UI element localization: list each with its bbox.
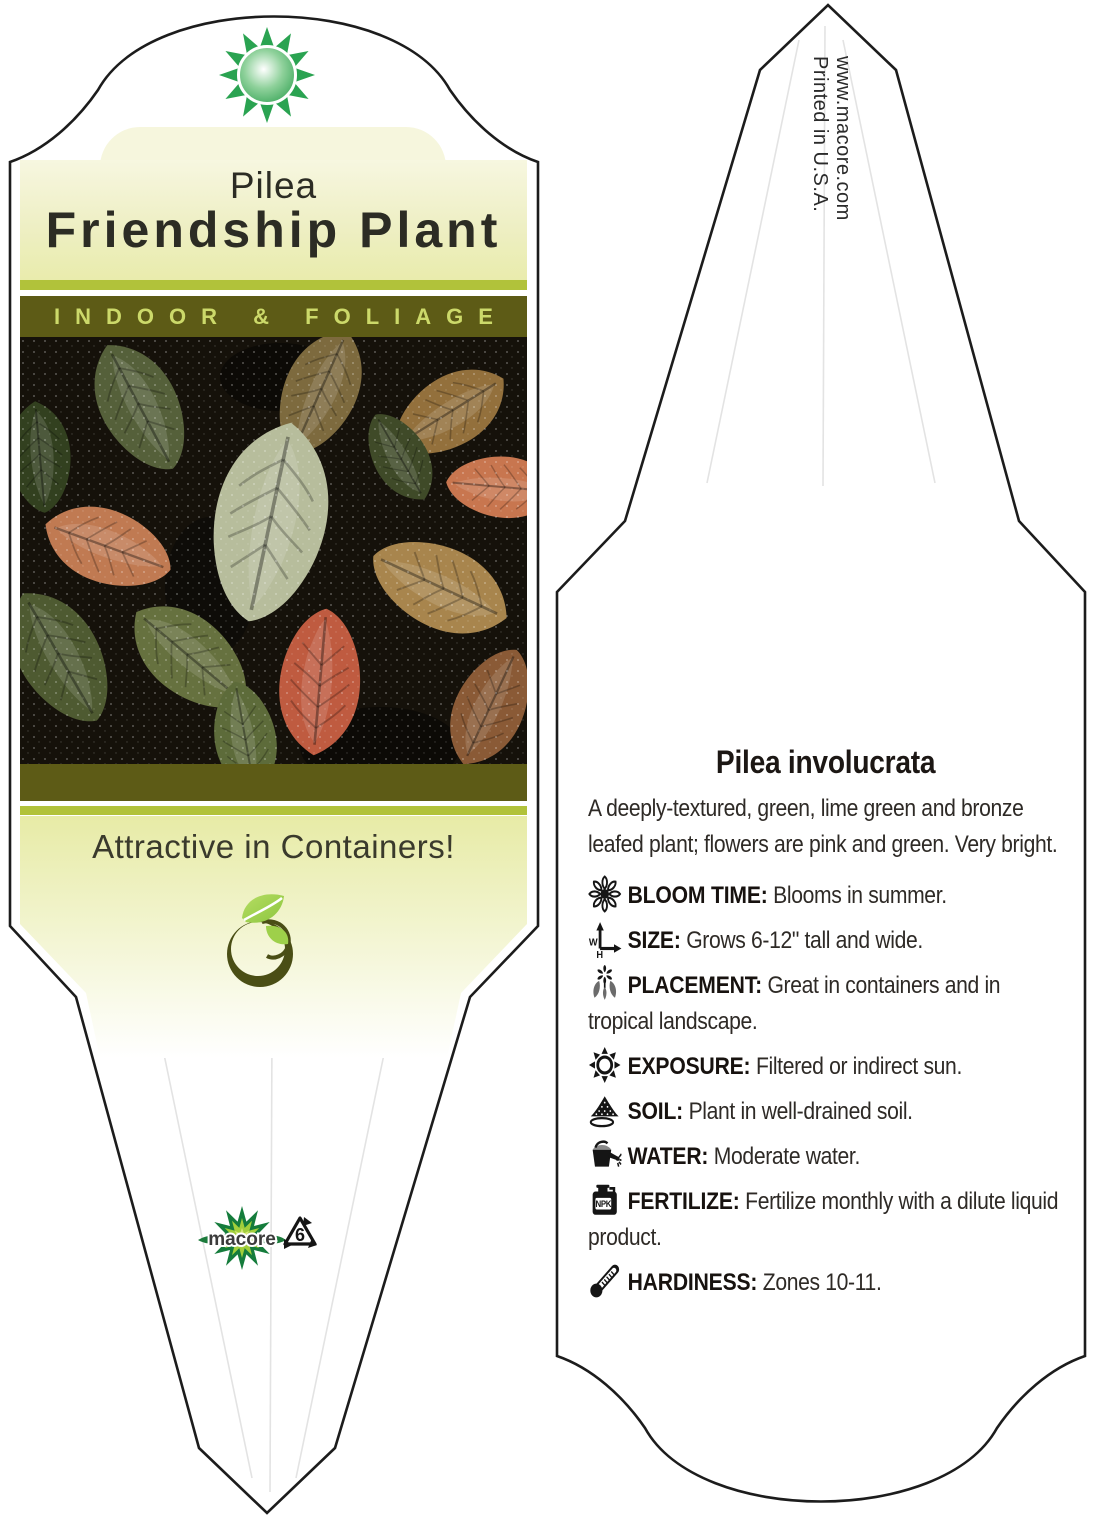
soil-icon bbox=[588, 1091, 621, 1129]
care-instructions bbox=[588, 744, 1063, 1307]
care-row-bloom: BLOOM TIME: Blooms in summer. bbox=[588, 875, 1063, 914]
care-row-hardiness: HARDINESS: Zones 10-11. bbox=[588, 1262, 1063, 1301]
website-text: www.macore.com bbox=[832, 56, 854, 221]
printed-in-text: Printed in U.S.A. bbox=[809, 56, 831, 213]
leaf-swirl-icon bbox=[222, 888, 298, 993]
care-row-soil: SOIL: Plant in well-drained soil. bbox=[588, 1091, 1063, 1130]
variety-name: Pilea bbox=[229, 165, 318, 206]
brand-name: macore bbox=[208, 1229, 276, 1250]
brand-logo bbox=[190, 1196, 330, 1280]
plant-photo bbox=[20, 337, 527, 764]
care-row-fertilize: NPK FERTILIZE: Fertilize monthly with a dilute liquid product. bbox=[588, 1181, 1063, 1256]
accent-strip-top bbox=[20, 280, 527, 290]
care-row-water: WATER: Moderate water. bbox=[588, 1136, 1063, 1175]
category-banner bbox=[20, 296, 527, 337]
svg-text:NPK: NPK bbox=[595, 1198, 612, 1210]
care-row-exposure: EXPOSURE: Filtered or indirect sun. bbox=[588, 1046, 1063, 1085]
plant-description: A deeply-textured, green, lime green and bronze leafed plant; flowers are pink and green. Very bright. bbox=[588, 795, 1058, 858]
size-icon bbox=[588, 920, 621, 958]
care-row-placement: PLACEMENT: Great in containers and in tropical landscape. bbox=[588, 965, 1063, 1040]
svg-text:H: H bbox=[596, 949, 603, 958]
care-row-size: W H SIZE: Grows 6-12" tall and wide. bbox=[588, 920, 1063, 959]
fertilizer-icon bbox=[588, 1181, 621, 1219]
exposure-sun-icon bbox=[588, 1046, 621, 1084]
common-name-title: Friendship Plant bbox=[45, 202, 502, 258]
sun-starburst-icon bbox=[219, 27, 315, 123]
bloom-time-icon bbox=[588, 875, 621, 913]
tagline: Attractive in Containers! bbox=[92, 828, 455, 865]
recycle-6-icon bbox=[284, 1217, 317, 1249]
svg-text:W: W bbox=[588, 936, 598, 949]
accent-strip-bottom bbox=[20, 806, 527, 815]
placement-icon bbox=[588, 965, 621, 1003]
botanical-name: Pilea involucrata bbox=[715, 744, 936, 780]
thermometer-icon bbox=[588, 1262, 621, 1300]
photo-footer-band bbox=[20, 764, 527, 801]
watering-can-icon bbox=[588, 1136, 621, 1174]
recycle-code: 6 bbox=[294, 1225, 306, 1245]
category-banner-text: INDOOR & FOLIAGE bbox=[54, 304, 508, 329]
